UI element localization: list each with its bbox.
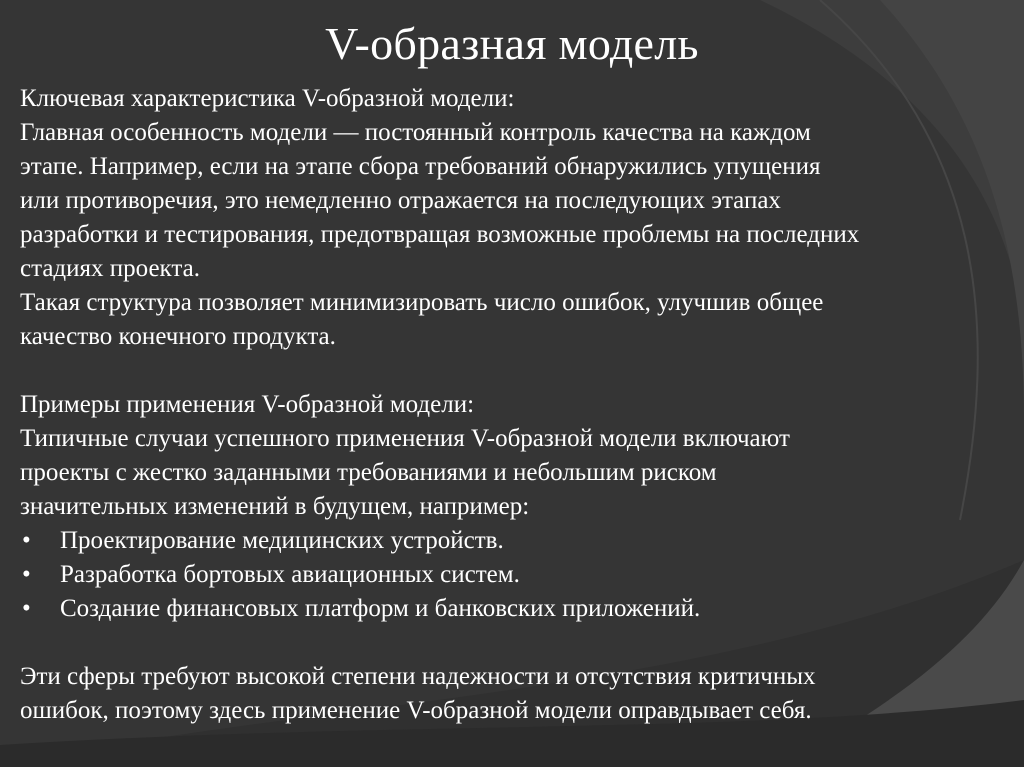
spacer — [20, 354, 995, 388]
section2-line: значительных изменений в будущем, например: — [20, 493, 530, 520]
bullet-item — [20, 592, 995, 626]
bullet-icon: • — [22, 561, 31, 588]
section1-line: качество конечного продукта. — [20, 323, 336, 350]
bullet-item — [20, 558, 995, 592]
bullet-icon: • — [22, 595, 31, 622]
section2-line: Типичные случаи успешного применения V-образной модели включают — [20, 425, 790, 452]
section2-line: проекты с жестко заданными требованиями и небольшим риском — [20, 459, 717, 486]
section1-line: этапе. Например, если на этапе сбора требований обнаружились упущения — [20, 153, 821, 180]
section1-line: Главная особенность модели — постоянный контроль качества на каждом — [20, 119, 811, 146]
section1-line: или противоречия, это немедленно отражается на последующих этапах — [20, 187, 781, 214]
section1-heading: Ключевая характеристика V-образной модели: — [20, 85, 515, 112]
section1-line: стадиях проекта. — [20, 255, 200, 282]
bullet-icon: • — [22, 527, 31, 554]
bullet-text: Разработка бортовых авиационных систем. — [60, 561, 520, 588]
section1-line: Такая структура позволяет минимизировать число ошибок, улучшив общее — [20, 289, 824, 316]
conclusion-line: ошибок, поэтому здесь применение V-образной модели оправдывает себя. — [20, 697, 812, 724]
bullet-text: Создание финансовых платформ и банковских приложений. — [60, 595, 701, 622]
bullet-text: Проектирование медицинских устройств. — [60, 527, 504, 554]
conclusion-line: Эти сферы требуют высокой степени надежности и отсутствия критичных — [20, 663, 816, 690]
bullet-item — [20, 524, 995, 558]
section2-heading: Примеры применения V-образной модели: — [20, 391, 475, 418]
slide-title: V-образная модель — [325, 18, 699, 69]
spacer — [20, 626, 995, 660]
section1-line: разработки и тестирования, предотвращая возможные проблемы на последних — [20, 221, 860, 248]
slide-body — [20, 82, 995, 728]
